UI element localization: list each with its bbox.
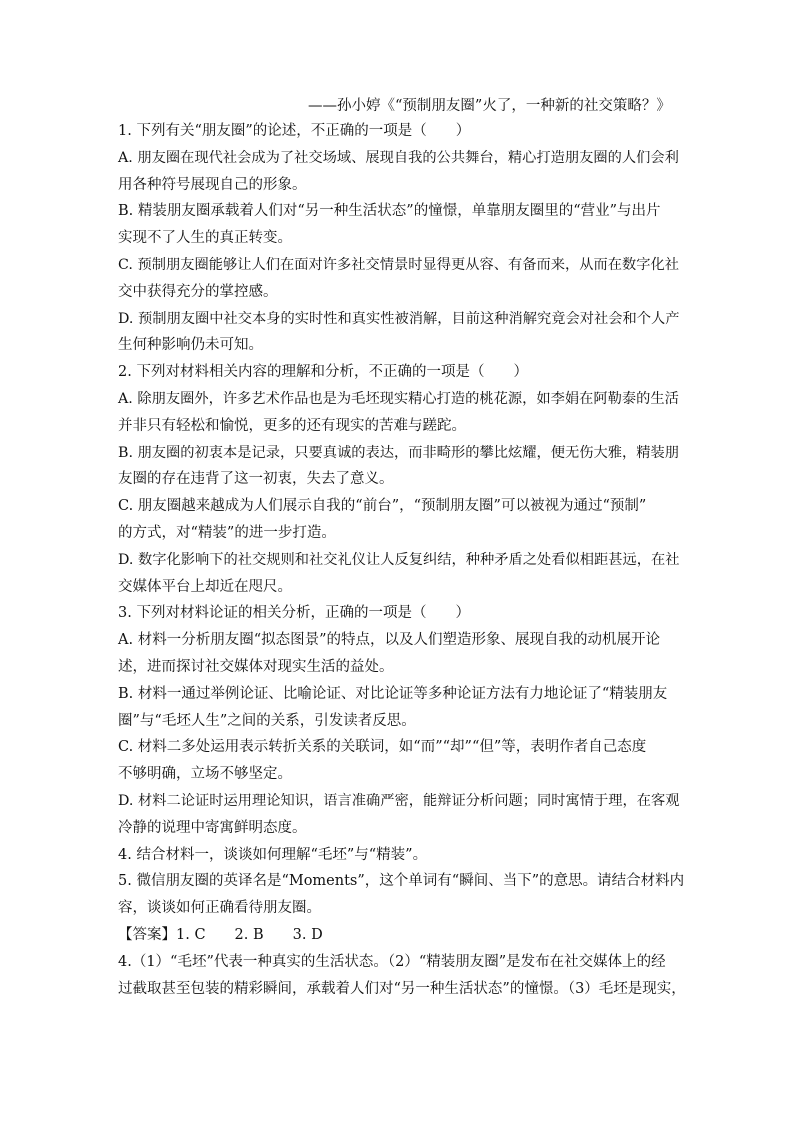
text-line: 4. 结合材料一，谈谈如何理解“毛坯”与“精装”。: [118, 846, 428, 863]
text-line: A. 除朋友圈外，许多艺术作品也是为毛坯现实精心打造的桃花源，如李娟在阿勒泰的生活: [118, 390, 679, 407]
text-line: B. 精装朋友圈承载着人们对“另一种生活状态”的憧憬，单靠朋友圈里的“营业”与出片: [118, 203, 661, 220]
text-line: 用各种符号展现自己的形象。: [118, 176, 307, 193]
text-line: 圈”与“毛坯人生”之间的关系，引发读者反思。: [118, 712, 416, 729]
text-line: 2. 下列对材料相关内容的理解和分析，不正确的一项是（ ）: [118, 364, 528, 381]
text-line: 不够明确，立场不够坚定。: [118, 766, 292, 783]
text-line: 并非只有轻松和愉悦，更多的还有现实的苦难与蹉跎。: [118, 417, 466, 434]
text-line: C. 朋友圈越来越成为人们展示自我的“前台”，“预制朋友圈”可以被视为通过“预制”: [118, 498, 647, 515]
text-line: 过截取甚至包装的精彩瞬间，承载着人们对“另一种生活状态”的憧憬。（3）毛坯是现实，: [118, 980, 686, 997]
text-line: A. 朋友圈在现代社会成为了社交场域、展现自我的公共舞台，精心打造朋友圈的人们会利: [118, 149, 679, 166]
source-citation: ——孙小婷《“预制朋友圈”火了，一种新的社交策略？》: [308, 98, 671, 114]
text-line: 1. 下列有关“朋友圈”的论述，不正确的一项是（ ）: [118, 123, 471, 139]
text-line: 冷静的说理中寄寓鲜明态度。: [118, 819, 307, 836]
text-line: B. 朋友圈的初衷本是记录，只要真诚的表达，而非畸形的攀比炫耀，便无伤大雅，精装朋: [118, 444, 680, 461]
text-line: 的方式，对“精装”的进一步打造。: [118, 524, 336, 541]
question-body: [118, 118, 688, 1002]
text-line: D. 材料二论证时运用理论知识，语言准确严密，能辩证分析问题；同时寓情于理，在客观: [118, 792, 680, 809]
text-line: 生何种影响仍未可知。: [118, 337, 263, 354]
answer-line: 【答案】1. C 2. B 3. D: [118, 926, 323, 943]
text-line: C. 材料二多处运用表示转折关系的关联词，如“而”“却”“但”等，表明作者自己态度: [118, 739, 647, 756]
text-line: D. 预制朋友圈中社交本身的实时性和真实性被消解，目前这种消解究竟会对社会和个人产: [118, 310, 680, 327]
text-line: 4.（1）“毛坯”代表一种真实的生活状态。（2）“精装朋友圈”是发布在社交媒体上的经: [118, 953, 666, 970]
text-line: 述，进而探讨社交媒体对现实生活的益处。: [118, 658, 394, 675]
text-line: B. 材料一通过举例论证、比喻论证、对比论证等多种论证方法有力地论证了“精装朋友: [118, 685, 668, 702]
text-line: 3. 下列对材料论证的相关分析，正确的一项是（ ）: [118, 605, 470, 622]
text-line: 5. 微信朋友圈的英译名是“Moments”，这个单词有“瞬间、当下”的意思。请结合材料内: [118, 873, 685, 890]
text-line: C. 预制朋友圈能够让人们在面对许多社交情景时显得更从容、有备而来，从而在数字化社: [118, 256, 679, 273]
text-line: D. 数字化影响下的社交规则和社交礼仪让人反复纠结，种种矛盾之处看似相距甚远，在社: [118, 551, 680, 568]
text-line: 交中获得充分的掌控感。: [118, 283, 278, 300]
text-line: 容，谈谈如何正确看待朋友圈。: [118, 900, 321, 917]
text-line: 实现不了人生的真正转变。: [118, 230, 292, 247]
text-line: 友圈的存在违背了这一初衷，失去了意义。: [118, 471, 394, 488]
text-line: A. 材料一分析朋友圈“拟态图景”的特点，以及人们塑造形象、展现自我的动机展开论: [118, 632, 661, 649]
text-line: 交媒体平台上却近在咫尺。: [118, 578, 292, 595]
